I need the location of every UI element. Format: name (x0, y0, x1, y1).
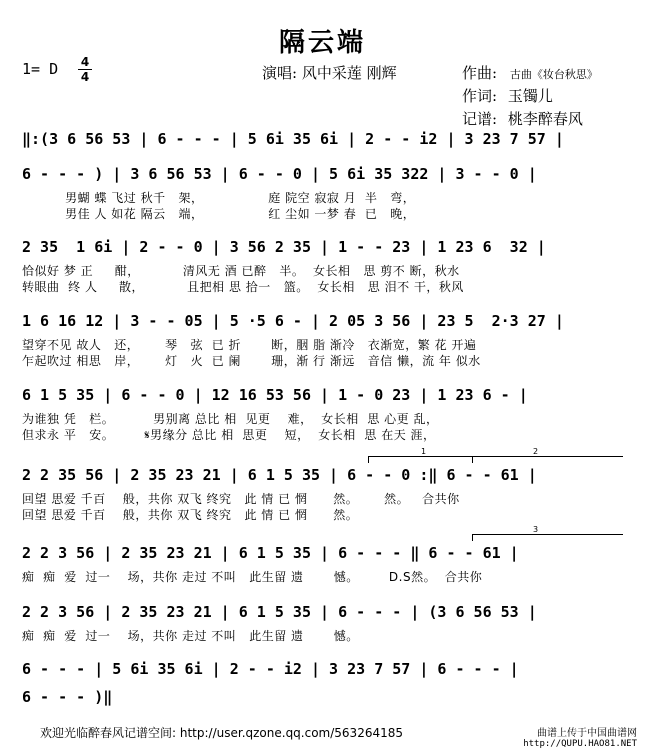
lyric-verse-1: 望穿不见 故人 还， 琴 弦 已 折 断，胭 脂 渐冷 衣渐宽，繁 花 开遍 (22, 338, 477, 352)
notation-line: 1 6 16 12 | 3 - - 05 | 5 ·5 6 - | 2 05 3 56 | 23 5 2·3 27 | (22, 312, 564, 330)
upload-site-name: 曲谱上传于中国曲谱网 (537, 728, 637, 739)
volta-first-ending: 1 (368, 456, 499, 463)
notation-line: 6 - - - ) | 3 6 56 53 | 6 - - 0 | 5 6i 35 322 | 3 - - 0 | (22, 165, 537, 183)
lyricist-label: 作词: (462, 87, 498, 105)
key-signature: 1= D (22, 60, 59, 78)
lyricist-name: 玉镯儿 (507, 87, 553, 105)
composer-line (462, 62, 598, 83)
notation-line: 6 1 5 35 | 6 - - 0 | 12 16 53 56 | 1 - 0 23 | 1 23 6 - | (22, 386, 528, 404)
lyric-verse-2: 回望 思爱 千百 般，共你 双飞 终究 此 情 已 惘 然。 (22, 508, 359, 522)
transcriber-label: 记谱: (462, 110, 498, 128)
lyricist-line (462, 85, 553, 106)
meter-bottom: 4 (80, 70, 90, 84)
lyric-verse-2: 但求永 平 安。 𝄋男缘分 总比 相 思更 短， 女长相 思 在天 涯， (22, 428, 436, 442)
time-signature (78, 56, 92, 83)
notation-line: 2 2 3 56 | 2 35 23 21 | 6 1 5 35 | 6 - - - ‖ 6 - - 61 | (22, 544, 519, 562)
transcriber-name: 桃李醉春风 (507, 110, 583, 128)
notation-line: 2 2 35 56 | 2 35 23 21 | 6 1 5 35 | 6 - - 0 :‖ 6 - - 61 | (22, 466, 537, 484)
lyric-verse-2: 转眼曲 终 人 散， 且把相 思 拾一 篮。 女长相 思 泪不 干，秋风 (22, 280, 464, 294)
composer-name: 古曲《妆台秋思》 (509, 68, 598, 81)
meter-top: 4 (80, 55, 90, 69)
lyric-verse-1: 痴 痴 爱 过一 场，共你 走过 不叫 此生留 遗 憾。 (22, 629, 359, 643)
transcriber-line (462, 108, 583, 129)
lyric-verse-1: 为谁独 凭 栏。 男别离 总比 相 见更 难， 女长相 思 心更 乱， (22, 412, 439, 426)
footer-welcome: 欢迎光临醉春风记谱空间: http://user.qzone.qq.com/563264185 (40, 726, 404, 740)
singer-names: 风中采莲 刚辉 (301, 64, 397, 82)
volta-third-ending: 3 (472, 534, 623, 541)
notation-line: 2 2 3 56 | 2 35 23 21 | 6 1 5 35 | 6 - - - | (3 6 56 53 | (22, 603, 537, 621)
lyric-verse-2: 男佳 人 如花 隔云 端， 红 尘如 一梦 春 已 晚， (22, 207, 416, 221)
composer-label: 作曲: (462, 64, 498, 82)
lyric-verse-2: 乍起吹过 相思 岸， 灯 火 已 阑 珊，渐 行 渐远 音信 懒，流 年 似水 (22, 354, 481, 368)
notation-line: 6 - - - | 5 6i 35 6i | 2 - - i2 | 3 23 7 57 | 6 - - - | (22, 660, 519, 678)
footer-upload-note (523, 724, 637, 749)
notation-line: 6 - - - )‖ (22, 688, 113, 706)
lyric-verse-1: 恰似好 梦 正 酣， 清风无 酒 已醉 半。 女长相 思 剪不 断，秋水 (22, 264, 460, 278)
lyric-verse-1: 痴 痴 爱 过一 场，共你 走过 不叫 此生留 遗 憾。 D.S然。 合共你 (22, 570, 483, 584)
singer-line (262, 62, 397, 83)
notation-line: 2 35 1 6i | 2 - - 0 | 3 56 2 35 | 1 - - 23 | 1 23 6 32 | (22, 238, 546, 256)
singer-label: 演唱: (262, 64, 298, 82)
upload-site-url[interactable]: http://QUPU.HAO81.NET (523, 739, 637, 749)
song-title: 隔云端 (278, 28, 366, 58)
volta-second-ending: 2 (472, 456, 623, 463)
notation-line: ‖:(3 6 56 53 | 6 - - - | 5 6i 35 6i | 2 - - i2 | 3 23 7 57 | (22, 130, 564, 148)
lyric-verse-1: 回望 思爱 千百 般，共你 双飞 终究 此 情 已 惘 然。 然。 合共你 (22, 492, 460, 506)
lyric-verse-1: 男蝴 蝶 飞过 秋千 架， 庭 院空 寂寂 月 半 弯， (22, 191, 416, 205)
